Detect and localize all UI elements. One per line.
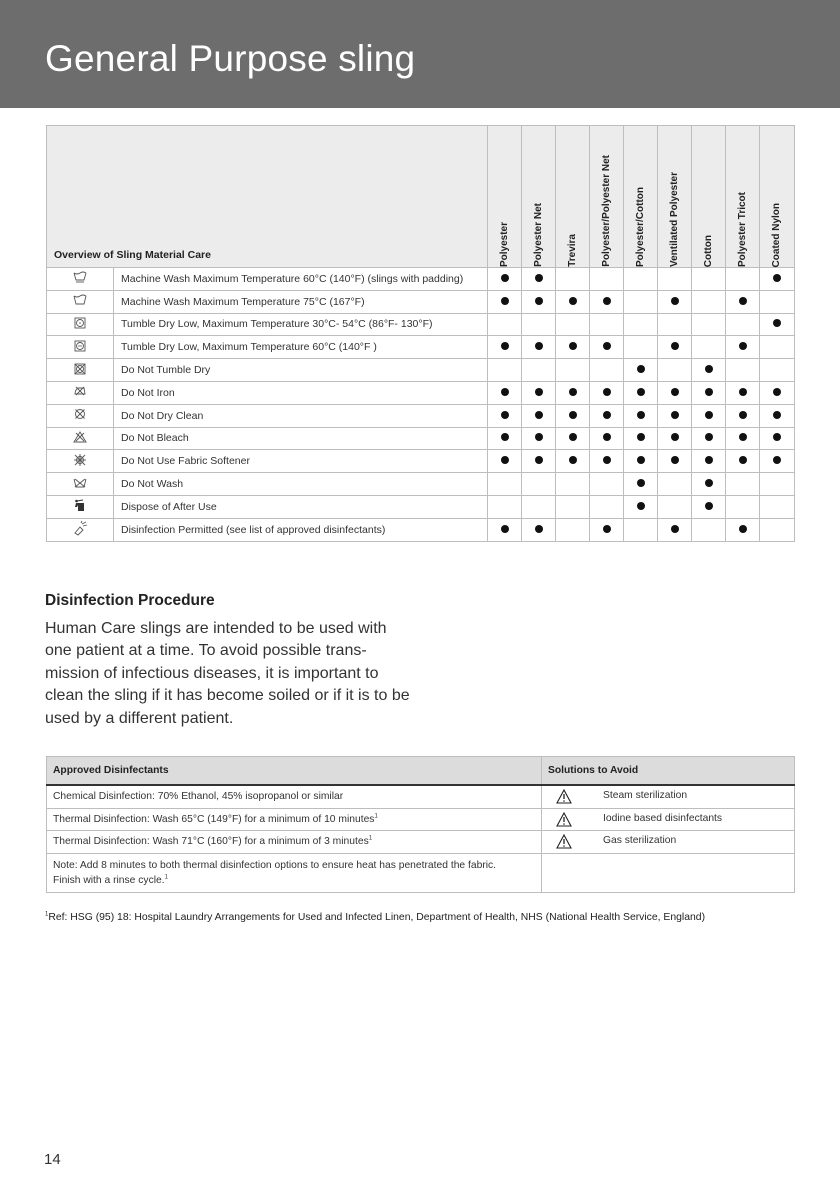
material-mark-cell	[556, 313, 590, 336]
material-mark-cell	[488, 268, 522, 291]
material-mark-cell	[692, 450, 726, 473]
applies-dot	[773, 319, 781, 327]
material-label: Polyester/Cotton	[634, 186, 646, 267]
approved-text: Chemical Disinfection: 70% Ethanol, 45% isopropanol or similar	[53, 791, 344, 803]
material-mark-cell	[590, 359, 624, 382]
care-icon-cell	[47, 473, 114, 496]
applies-dot	[739, 388, 747, 396]
applies-dot	[501, 411, 509, 419]
material-mark-cell	[658, 495, 692, 518]
material-mark-cell	[760, 336, 795, 359]
material-mark-cell	[488, 313, 522, 336]
material-mark-cell	[556, 495, 590, 518]
care-row	[47, 473, 795, 496]
material-mark-cell	[488, 495, 522, 518]
applies-dot	[739, 297, 747, 305]
applies-dot	[705, 479, 713, 487]
material-mark-cell	[658, 473, 692, 496]
material-mark-cell	[624, 495, 658, 518]
material-mark-cell	[760, 313, 795, 336]
page-number: 14	[44, 1151, 61, 1168]
applies-dot	[705, 433, 713, 441]
material-mark-cell	[624, 359, 658, 382]
avoid-text: Iodine based disinfectants	[603, 812, 723, 824]
material-mark-cell	[624, 268, 658, 291]
footnote-ref: 1	[164, 874, 168, 881]
material-mark-cell	[726, 336, 760, 359]
material-mark-cell	[590, 336, 624, 359]
material-mark-cell	[624, 427, 658, 450]
care-instruction: Machine Wash Maximum Temperature 75°C (167°F)	[114, 290, 488, 313]
material-mark-cell	[556, 290, 590, 313]
material-mark-cell	[522, 313, 556, 336]
applies-dot	[671, 297, 679, 305]
applies-dot	[705, 411, 713, 419]
material-mark-cell	[590, 381, 624, 404]
applies-dot	[501, 388, 509, 396]
care-row	[47, 404, 795, 427]
material-mark-cell	[692, 290, 726, 313]
material-mark-cell	[488, 450, 522, 473]
care-row	[47, 427, 795, 450]
care-icon-cell	[47, 268, 114, 291]
footnote-text: Ref: HSG (95) 18: Hospital Laundry Arrangements for Used and Infected Linen, Department of Health, NHS (National Health Service, England)	[48, 912, 706, 923]
material-mark-cell	[658, 359, 692, 382]
material-mark-cell	[488, 381, 522, 404]
material-mark-cell	[658, 381, 692, 404]
care-row	[47, 495, 795, 518]
applies-dot	[705, 456, 713, 464]
material-mark-cell	[488, 473, 522, 496]
material-label: Ventilated Polyester	[668, 171, 680, 267]
applies-dot	[671, 525, 679, 533]
material-header	[590, 126, 624, 268]
disinfection-body: Human Care slings are intended to be used with one patient at a time. To avoid possible trans-mission of infectious diseases, it is important to clean the sling if it has become soiled or if it is to be used by a different patient.	[45, 620, 410, 727]
material-mark-cell	[658, 336, 692, 359]
care-instruction: Do Not Use Fabric Softener	[114, 450, 488, 473]
applies-dot	[535, 411, 543, 419]
material-mark-cell	[760, 359, 795, 382]
applies-dot	[739, 433, 747, 441]
material-mark-cell	[488, 404, 522, 427]
care-row	[47, 359, 795, 382]
approved-text: Thermal Disinfection: Wash 71°C (160°F) for a minimum of 3 minutes	[53, 836, 369, 848]
applies-dot	[637, 365, 645, 373]
applies-dot	[603, 297, 611, 305]
material-mark-cell	[726, 381, 760, 404]
applies-dot	[637, 456, 645, 464]
page-title: General Purpose sling	[45, 38, 416, 79]
no-fabric-softener-icon	[72, 452, 88, 468]
disinfection-heading: Disinfection Procedure	[45, 592, 215, 609]
approved-cell	[47, 831, 542, 854]
do-not-bleach-icon	[72, 429, 88, 445]
care-instruction: Do Not Tumble Dry	[114, 359, 488, 382]
material-mark-cell	[692, 313, 726, 336]
material-mark-cell	[488, 518, 522, 541]
do-not-wash-icon	[72, 475, 88, 491]
note-line: Finish with a rinse cycle.	[53, 874, 165, 886]
material-mark-cell	[556, 427, 590, 450]
material-mark-cell	[556, 336, 590, 359]
applies-dot	[603, 411, 611, 419]
material-mark-cell	[624, 518, 658, 541]
material-mark-cell	[692, 381, 726, 404]
material-mark-cell	[658, 290, 692, 313]
material-mark-cell	[522, 336, 556, 359]
material-label: Coated Nylon	[771, 202, 783, 267]
footnote-marker: 1	[45, 911, 49, 918]
material-mark-cell	[522, 495, 556, 518]
material-header	[692, 126, 726, 268]
material-mark-cell	[624, 381, 658, 404]
material-mark-cell	[556, 404, 590, 427]
note-cell	[47, 853, 542, 892]
material-mark-cell	[692, 495, 726, 518]
care-instruction: Dispose of After Use	[114, 495, 488, 518]
applies-dot	[501, 342, 509, 350]
material-mark-cell	[760, 518, 795, 541]
material-mark-cell	[590, 427, 624, 450]
applies-dot	[705, 502, 713, 510]
material-mark-cell	[760, 381, 795, 404]
approved-disinfectants-header: Approved Disinfectants	[47, 757, 542, 786]
care-icon-cell	[47, 290, 114, 313]
applies-dot	[637, 411, 645, 419]
material-mark-cell	[522, 450, 556, 473]
care-instruction: Disinfection Permitted (see list of approved disinfectants)	[114, 518, 488, 541]
care-row	[47, 313, 795, 336]
care-icon-cell	[47, 359, 114, 382]
disinfectant-row	[47, 808, 795, 831]
note-row	[47, 853, 795, 892]
material-mark-cell	[590, 518, 624, 541]
applies-dot	[535, 433, 543, 441]
approved-cell	[47, 808, 542, 831]
material-header	[488, 126, 522, 268]
applies-dot	[501, 433, 509, 441]
care-icon-cell	[47, 336, 114, 359]
material-header	[726, 126, 760, 268]
material-mark-cell	[556, 450, 590, 473]
material-mark-cell	[624, 473, 658, 496]
applies-dot	[603, 525, 611, 533]
material-mark-cell	[556, 381, 590, 404]
applies-dot	[739, 411, 747, 419]
applies-dot	[535, 297, 543, 305]
applies-dot	[705, 365, 713, 373]
applies-dot	[569, 433, 577, 441]
material-mark-cell	[590, 290, 624, 313]
header-band	[0, 0, 840, 108]
applies-dot	[603, 433, 611, 441]
material-mark-cell	[760, 404, 795, 427]
material-mark-cell	[624, 313, 658, 336]
disinfectants-header-row	[47, 757, 795, 786]
material-mark-cell	[624, 290, 658, 313]
applies-dot	[535, 525, 543, 533]
applies-dot	[637, 502, 645, 510]
applies-dot	[671, 456, 679, 464]
material-mark-cell	[590, 404, 624, 427]
solutions-to-avoid-header: Solutions to Avoid	[542, 757, 795, 786]
material-mark-cell	[488, 427, 522, 450]
material-mark-cell	[760, 290, 795, 313]
material-mark-cell	[760, 427, 795, 450]
material-mark-cell	[692, 359, 726, 382]
material-label: Polyester Net	[532, 203, 544, 267]
care-icon-cell	[47, 450, 114, 473]
care-row	[47, 290, 795, 313]
material-mark-cell	[760, 495, 795, 518]
note-line: Note: Add 8 minutes to both thermal disinfection options to ensure heat has penetrated the fabric.	[53, 859, 497, 871]
applies-dot	[773, 456, 781, 464]
sling-care-table	[46, 125, 795, 542]
material-mark-cell	[522, 473, 556, 496]
care-row	[47, 268, 795, 291]
material-label: Polyester	[498, 221, 510, 267]
care-icon-cell	[47, 381, 114, 404]
warning-icon	[556, 834, 572, 849]
care-instruction: Machine Wash Maximum Temperature 60°C (140°F) (slings with padding)	[114, 268, 488, 291]
material-mark-cell	[692, 404, 726, 427]
approved-text: Thermal Disinfection: Wash 65°C (149°F) for a minimum of 10 minutes	[53, 813, 375, 825]
disinfection-permitted-icon	[72, 520, 88, 536]
footnote-ref: 1	[368, 835, 373, 842]
applies-dot	[535, 342, 543, 350]
applies-dot	[739, 456, 747, 464]
approved-cell	[47, 785, 542, 808]
material-mark-cell	[590, 313, 624, 336]
material-mark-cell	[760, 450, 795, 473]
avoid-text: Steam sterilization	[603, 790, 688, 801]
applies-dot	[569, 388, 577, 396]
applies-dot	[569, 342, 577, 350]
material-mark-cell	[726, 450, 760, 473]
material-mark-cell	[658, 404, 692, 427]
material-label: Polyester/Polyester Net	[600, 155, 612, 267]
avoid-cell	[542, 831, 795, 854]
avoid-cell	[542, 785, 795, 808]
material-mark-cell	[488, 359, 522, 382]
applies-dot	[671, 433, 679, 441]
material-mark-cell	[522, 427, 556, 450]
material-mark-cell	[624, 450, 658, 473]
material-mark-cell	[522, 268, 556, 291]
material-mark-cell	[522, 290, 556, 313]
care-instruction: Do Not Iron	[114, 381, 488, 404]
tumble-dry-low-icon	[72, 315, 88, 331]
care-icon-cell	[47, 518, 114, 541]
material-mark-cell	[692, 268, 726, 291]
material-mark-cell	[556, 518, 590, 541]
care-icon-cell	[47, 427, 114, 450]
applies-dot	[569, 411, 577, 419]
applies-dot	[739, 342, 747, 350]
material-mark-cell	[658, 450, 692, 473]
applies-dot	[773, 274, 781, 282]
care-instruction: Tumble Dry Low, Maximum Temperature 60°C (140°F )	[114, 336, 488, 359]
applies-dot	[637, 433, 645, 441]
material-mark-cell	[692, 473, 726, 496]
material-mark-cell	[692, 427, 726, 450]
material-mark-cell	[522, 404, 556, 427]
material-mark-cell	[726, 473, 760, 496]
material-mark-cell	[522, 381, 556, 404]
material-mark-cell	[726, 359, 760, 382]
care-instruction: Do Not Wash	[114, 473, 488, 496]
care-instruction: Do Not Dry Clean	[114, 404, 488, 427]
material-mark-cell	[726, 427, 760, 450]
applies-dot	[535, 274, 543, 282]
applies-dot	[603, 388, 611, 396]
applies-dot	[705, 388, 713, 396]
material-mark-cell	[556, 473, 590, 496]
material-mark-cell	[726, 495, 760, 518]
material-mark-cell	[658, 313, 692, 336]
footnote-ref: 1	[374, 813, 378, 820]
material-header	[658, 126, 692, 268]
applies-dot	[637, 479, 645, 487]
material-mark-cell	[556, 268, 590, 291]
footnote	[45, 912, 805, 923]
material-mark-cell	[488, 336, 522, 359]
material-mark-cell	[726, 290, 760, 313]
avoid-text: Gas sterilization	[603, 835, 677, 846]
care-table-header-row	[47, 126, 795, 268]
material-mark-cell	[488, 290, 522, 313]
material-mark-cell	[726, 518, 760, 541]
material-mark-cell	[760, 473, 795, 496]
applies-dot	[535, 388, 543, 396]
material-mark-cell	[726, 404, 760, 427]
material-header	[556, 126, 590, 268]
material-header	[624, 126, 658, 268]
applies-dot	[603, 342, 611, 350]
applies-dot	[637, 388, 645, 396]
care-icon-cell	[47, 495, 114, 518]
care-row	[47, 450, 795, 473]
care-icon-cell	[47, 313, 114, 336]
material-mark-cell	[692, 518, 726, 541]
material-mark-cell	[658, 518, 692, 541]
disinfectant-row	[47, 831, 795, 854]
applies-dot	[501, 297, 509, 305]
warning-icon	[556, 789, 572, 804]
applies-dot	[535, 456, 543, 464]
care-instruction: Tumble Dry Low, Maximum Temperature 30°C- 54°C (86°F- 130°F)	[114, 313, 488, 336]
applies-dot	[603, 456, 611, 464]
material-mark-cell	[522, 359, 556, 382]
tumble-dry-60-icon	[72, 338, 88, 354]
material-mark-cell	[522, 518, 556, 541]
avoid-cell	[542, 808, 795, 831]
material-mark-cell	[590, 473, 624, 496]
material-mark-cell	[692, 336, 726, 359]
applies-dot	[501, 274, 509, 282]
wash-60-gentle-icon	[72, 269, 88, 285]
applies-dot	[569, 456, 577, 464]
disinfectants-table	[46, 756, 795, 893]
material-header	[760, 126, 795, 268]
care-row	[47, 381, 795, 404]
material-mark-cell	[590, 450, 624, 473]
disinfectant-row	[47, 785, 795, 808]
applies-dot	[739, 525, 747, 533]
care-row	[47, 518, 795, 541]
wash-75-icon	[72, 292, 88, 308]
applies-dot	[773, 411, 781, 419]
care-instruction: Do Not Bleach	[114, 427, 488, 450]
material-mark-cell	[590, 495, 624, 518]
applies-dot	[569, 297, 577, 305]
dispose-after-use-icon	[72, 497, 88, 513]
material-mark-cell	[726, 313, 760, 336]
material-mark-cell	[624, 404, 658, 427]
applies-dot	[671, 342, 679, 350]
applies-dot	[773, 433, 781, 441]
empty-cell	[542, 853, 795, 892]
care-row	[47, 336, 795, 359]
care-icon-cell	[47, 404, 114, 427]
applies-dot	[671, 411, 679, 419]
material-label: Cotton	[702, 234, 714, 267]
material-mark-cell	[556, 359, 590, 382]
material-label: Trevira	[566, 234, 578, 267]
applies-dot	[501, 456, 509, 464]
applies-dot	[501, 525, 509, 533]
material-mark-cell	[590, 268, 624, 291]
do-not-dry-clean-icon	[72, 406, 88, 422]
material-mark-cell	[624, 336, 658, 359]
material-header	[522, 126, 556, 268]
warning-icon	[556, 812, 572, 827]
material-label: Polyester Tricot	[736, 191, 748, 267]
do-not-iron-icon	[72, 383, 88, 399]
applies-dot	[773, 388, 781, 396]
applies-dot	[671, 388, 679, 396]
material-mark-cell	[726, 268, 760, 291]
material-mark-cell	[658, 268, 692, 291]
do-not-tumble-dry-icon	[72, 361, 88, 377]
overview-label: Overview of Sling Material Care	[47, 126, 488, 268]
material-mark-cell	[658, 427, 692, 450]
material-mark-cell	[760, 268, 795, 291]
